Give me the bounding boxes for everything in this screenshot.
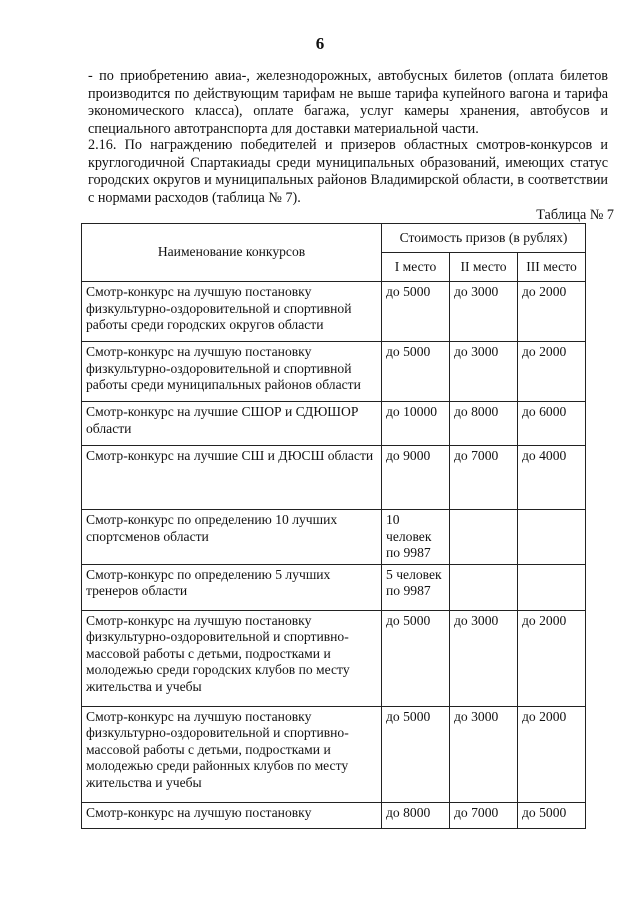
table-row — [82, 610, 586, 706]
place-3-cell: до 2000 — [518, 342, 586, 402]
place-1-cell: до 5000 — [382, 610, 450, 706]
place-3-cell: до 6000 — [518, 402, 586, 446]
paragraph-2-16: 2.16. По награждению победителей и призеров областных смотров-конкурсов и круглогодичной Спартакиады среди муниципальных образований, имеющих статус городских округов и муниципальных районов Владимирской области, в соответствии с нормами расходов (таблица № 7). — [88, 137, 608, 206]
table-row — [82, 446, 586, 510]
place-1-cell: до 10000 — [382, 402, 450, 446]
page-number: 6 — [315, 34, 325, 53]
contest-name-cell: Смотр-конкурс на лучшую постановку — [82, 802, 382, 828]
prizes-table — [81, 223, 586, 829]
table-row — [82, 282, 586, 342]
place-2-cell: до 7000 — [450, 446, 518, 510]
contest-name-cell: Смотр-конкурс на лучшую постановку физкультурно-оздоровительной и спортивной работы среди городских округов области — [82, 282, 382, 342]
place-2-cell: до 3000 — [450, 706, 518, 802]
place-2-cell: до 8000 — [450, 402, 518, 446]
place-3-cell: до 2000 — [518, 706, 586, 802]
place-2-cell: до 7000 — [450, 802, 518, 828]
table-row — [82, 802, 586, 828]
contest-name-cell: Смотр-конкурс на лучшие СШ и ДЮСШ области — [82, 446, 382, 510]
place-1-cell: 10 человек по 9987 — [382, 510, 450, 565]
place-3-cell: до 4000 — [518, 446, 586, 510]
header-contest-name: Наименование конкурсов — [82, 224, 382, 282]
contest-name-cell: Смотр-конкурс на лучшую постановку физкультурно-оздоровительной и спортивной работы среди муниципальных районов области — [82, 342, 382, 402]
contest-name-cell: Смотр-конкурс на лучшие СШОР и СДЮШОР области — [82, 402, 382, 446]
table-row — [82, 706, 586, 802]
place-2-cell: до 3000 — [450, 342, 518, 402]
place-2-cell: до 3000 — [450, 610, 518, 706]
place-2-cell: до 3000 — [450, 282, 518, 342]
table-row — [82, 510, 586, 565]
header-place-3: III место — [518, 253, 586, 282]
header-prize-cost: Стоимость призов (в рублях) — [382, 224, 586, 253]
place-3-cell: до 2000 — [518, 610, 586, 706]
table-caption: Таблица № 7 — [536, 207, 614, 223]
place-1-cell: 5 человек по 9987 — [382, 564, 450, 610]
place-2-cell — [450, 510, 518, 565]
header-place-1: I место — [382, 253, 450, 282]
header-place-2: II место — [450, 253, 518, 282]
contest-name-cell: Смотр-конкурс по определению 10 лучших спортсменов области — [82, 510, 382, 565]
place-3-cell: до 2000 — [518, 282, 586, 342]
contest-name-cell: Смотр-конкурс по определению 5 лучших тренеров области — [82, 564, 382, 610]
contest-name-cell: Смотр-конкурс на лучшую постановку физкультурно-оздоровительной и спортивно-массовой работы с детьми, подростками и молодежью среди городских клубов по месту жительства и учебы — [82, 610, 382, 706]
table-row — [82, 342, 586, 402]
table-row — [82, 564, 586, 610]
table-row — [82, 402, 586, 446]
place-1-cell: до 5000 — [382, 342, 450, 402]
place-1-cell: до 9000 — [382, 446, 450, 510]
place-1-cell: до 8000 — [382, 802, 450, 828]
place-3-cell — [518, 564, 586, 610]
place-3-cell — [518, 510, 586, 565]
place-2-cell — [450, 564, 518, 610]
paragraph-travel-costs: - по приобретению авиа-, железнодорожных, автобусных билетов (оплата билетов производится по действующим тарифам не выше тарифа купейного вагона и тарифа экономического класса), оплате багажа, услуг камеры хранения, автобусов и специального автотранспорта для доставки материальной части. — [88, 68, 608, 137]
place-1-cell: до 5000 — [382, 706, 450, 802]
contest-name-cell: Смотр-конкурс на лучшую постановку физкультурно-оздоровительной и спортивно-массовой работы с детьми, подростками и молодежью среди районных клубов по месту жительства и учебы — [82, 706, 382, 802]
place-1-cell: до 5000 — [382, 282, 450, 342]
place-3-cell: до 5000 — [518, 802, 586, 828]
